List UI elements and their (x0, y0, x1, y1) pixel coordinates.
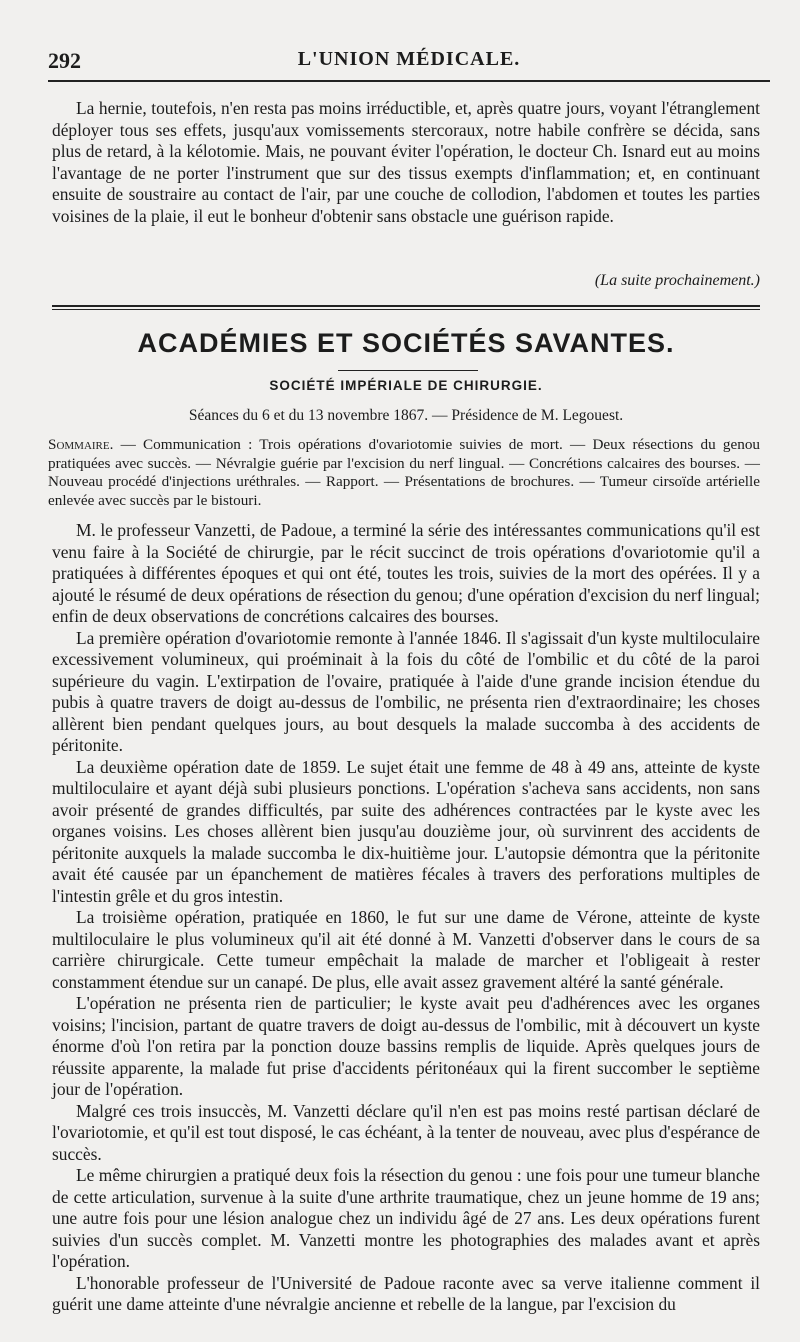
session-line: Séances du 6 et du 13 novembre 1867. — Présidence de M. Legouest. (188, 407, 624, 424)
section-rule-thin (52, 309, 760, 310)
section-rule (52, 305, 760, 307)
journal-title: L'UNION MÉDICALE. (297, 48, 521, 70)
article-paragraph: La deuxième opération date de 1859. Le sujet était une femme de 48 à 49 ans, atteinte de kyste multiloculaire et ayant déjà subi plusieurs ponctions. L'opération s'acheva sans accidents, non sans avoir présenté de grandes difficultés, par suite des adhérences contractées par le kyste avec les organes voisins. Les choses allèrent bien jusqu'au douzième jour, où survinrent des accidents de péritonite auxquels la malade succomba le dix-huitième jour. L'autopsie démontra que la péritonite avait été causée par un épanchement de matières fécales à travers des perforations multiples de l'intestin grêle et du gros intestin. (52, 756, 760, 906)
page-number: 292 (48, 48, 81, 73)
article-paragraph: L'opération ne présenta rien de particulier; le kyste avait peu d'adhérences avec les organes voisins; l'incision, partant de quatre travers de doigt au-dessus de l'ombilic, mit à découvert un kyste énorme d'où l'on retira par la ponction douze bassins remplis de liquide. Après quelques jours de réussite apparente, la malade fut prise d'accidents péritonéaux qui la firent succomber le septième jour de l'opération. (52, 993, 760, 1099)
article-paragraph: Malgré ces trois insuccès, M. Vanzetti déclare qu'il n'en est pas moins resté partisan déclaré de l'ovariotomie, et qu'il est tout disposé, le cas échéant, à la tenter de nouveau, avec plus d'espérance de succès. (52, 1100, 760, 1164)
section-title: ACADÉMIES ET SOCIÉTÉS SAVANTES. (137, 328, 675, 358)
summary (48, 436, 760, 510)
article-paragraph: La troisième opération, pratiquée en 1860, le fut sur une dame de Vérone, atteinte de kyste multiloculaire le plus volumineux qu'il ait été donné à M. Vanzetti d'observer dans le cours de sa carrière chirurgicale. Cette tumeur empêchait la malade de marcher et l'obligeait à rester constamment étendue sur un canapé. De plus, elle avait assez gravement altéré la santé générale. (52, 907, 760, 992)
continuation-note: (La suite prochainement.) (594, 272, 760, 289)
article-paragraph: L'honorable professeur de l'Université de Padoue raconte avec sa verve italienne comment il guérit une dame atteinte d'une névralgie ancienne et rebelle de la langue, par l'excision du (52, 1272, 760, 1314)
article-paragraph: M. le professeur Vanzetti, de Padoue, a terminé la série des intéressantes communications qu'il est venu faire à la Société de chirurgie, par le récit succinct de trois opérations d'ovariotomie qu'il a pratiquées à différentes époques et qui ont été, toutes les trois, suivies de la mort des opérées. Il y a ajouté le résumé de deux opérations de résection du genou; d'une opération d'excision du nerf lingual; enfin de deux observations de concrétions calcaires des bourses. (52, 520, 760, 626)
intro-paragraph: La hernie, toutefois, n'en resta pas moins irréductible, et, après quatre jours, voyant l'étranglement déployer tous ses effets, jusqu'aux vomissements stercoraux, notre habile confrère se décida, sans plus de retard, à la kélotomie. Mais, ne pouvant éviter l'opération, le docteur Ch. Isnard eut au moins l'avantage de ne porter l'instrument que sur des tissus exempts d'inflammation; et, en continuant ensuite de soustraire au contact de l'air, par une couche de collodion, l'abdomen et toutes les parties voisines de la plaie, il eut le bonheur d'obtenir sans obstacle une guérison rapide. (52, 98, 760, 226)
article-paragraph: La première opération d'ovariotomie remonte à l'année 1846. Il s'agissait d'un kyste multiloculaire excessivement volumineux, qui proéminait à la fois du côté de l'ombilic et du côté de la paroi supérieure du vagin. L'extirpation de l'ovaire, pratiquée à l'aide d'une grande incision étendue du pubis à quatre travers de doigt au-dessus de l'ombilic, ne présenta rien d'extraordinaire; les choses allèrent bien pendant quelques jours, au bout desquels la malade succomba à des accidents de péritonite. (52, 627, 760, 755)
header-rule (48, 80, 770, 82)
title-rule (338, 370, 478, 371)
page-header (48, 46, 770, 76)
summary-label: Sommaire. (48, 436, 114, 453)
article-paragraph: Le même chirurgien a pratiqué deux fois la résection du genou : une fois pour une tumeur blanche de cette articulation, survenue à la suite d'une arthrite traumatique, chez un jeune homme de 19 ans; une autre fois pour une lésion analogue chez un individu âgé de 27 ans. Les deux opérations furent suivies d'un succès complet. M. Vanzetti montre les photographies des malades avant et après l'opération. (52, 1165, 760, 1271)
society-name: SOCIÉTÉ IMPÉRIALE DE CHIRURGIE. (269, 378, 543, 393)
intro-text (52, 98, 760, 227)
summary-text: — Communication : Trois opérations d'ovariotomie suivies de mort. — Deux résections du genou pratiquées avec succès. — Névralgie guérie par l'excision du nerf lingual. — Concrétions calcaires des bourses. — Nouveau procédé d'injections uréthrales. — Rapport. — Présentations de brochures. — Tumeur cirsoïde artérielle enlevée avec succès par le bistouri. (48, 436, 761, 509)
article-body (52, 520, 760, 1316)
